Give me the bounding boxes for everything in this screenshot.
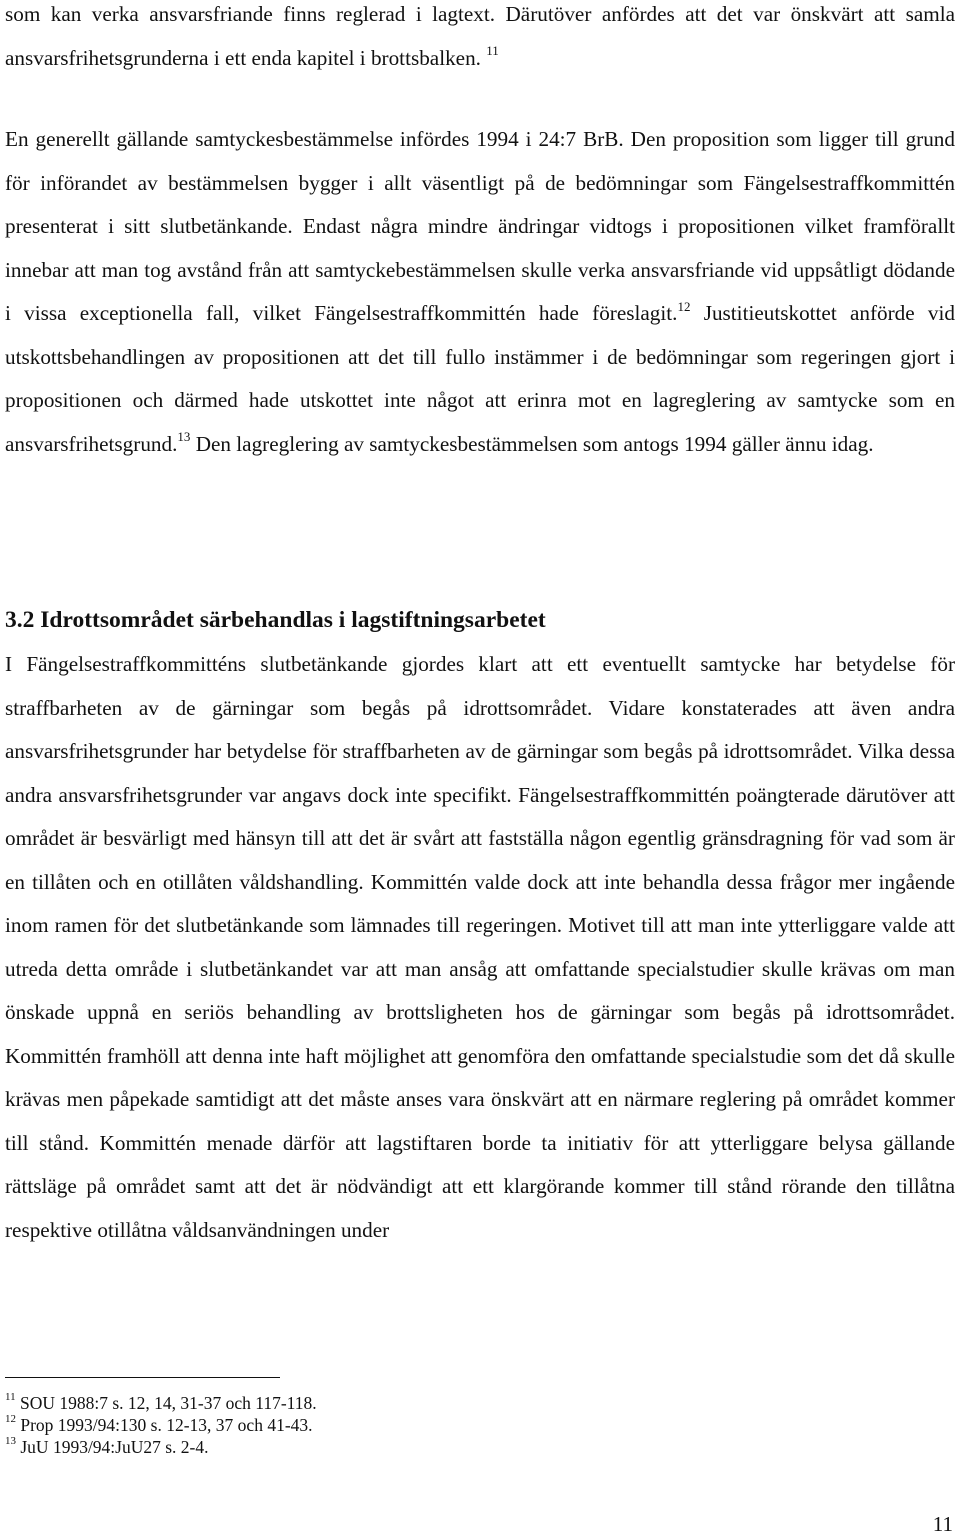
paragraph-text: som kan verka ansvarsfriande finns reglerad i lagtext. Därutöver anfördes att det var önskvärt att samla ansvarsfrihetsgrunderna i ett enda kapitel i brottsbalken.: [5, 2, 955, 70]
footnotes: [5, 1392, 705, 1458]
footnote-13: [5, 1436, 705, 1458]
footnote-11: [5, 1392, 705, 1414]
paragraph-text: Justitieutskottet anförde vid utskottsbehandlingen av propositionen att det till fullo instämmer i de bedömningar som regeringen gjort i propositionen och därmed hade utskottet inte något att erinra mot en lagreglering av samtycke som en ansvarsfrihetsgrund.: [5, 301, 955, 456]
footnote-text: Prop 1993/94:130 s. 12-13, 37 och 41-43.: [16, 1415, 313, 1435]
footnote-ref-13[interactable]: 13: [177, 429, 191, 445]
paragraph-text: Den lagreglering av samtyckesbestämmelsen som antogs 1994 gäller ännu idag.: [190, 431, 874, 456]
footnote-number: 13: [5, 1435, 16, 1448]
footnote-12: [5, 1414, 705, 1436]
footnote-number: 12: [5, 1413, 16, 1426]
footnote-text: SOU 1988:7 s. 12, 14, 31-37 och 117-118.: [15, 1393, 317, 1413]
footnote-ref-12[interactable]: 12: [677, 298, 691, 314]
footnote-number: 11: [5, 1391, 16, 1404]
paragraph-text: En generellt gällande samtyckesbestämmelse infördes 1994 i 24:7 BrB. Den proposition som ligger till grund för införandet av bestämmelsen bygger i allt väsentligt på de bedömningar som Fängelsestraffkommittén presenterat i sitt slutbetänkande. Endast några mindre ändringar vidtogs i propositionen vilket framförallt innebar att man tog avstånd från att samtyckebestämmelsen skulle verka ansvarsfriande vid uppsåtligt dödande i vissa exceptionella fall, vilket Fängelsestraffkommittén hade föreslagit.: [5, 127, 955, 325]
footnote-ref-11[interactable]: 11: [486, 43, 499, 59]
footnote-divider: [5, 1377, 280, 1378]
footnote-text: JuU 1993/94:JuU27 s. 2-4.: [16, 1437, 209, 1457]
paragraph-consent-provision: [5, 118, 955, 466]
paragraph-sports-area: [5, 643, 955, 1252]
page-number: 11: [932, 1512, 953, 1536]
paragraph-intro: [5, 0, 955, 80]
section-heading: 3.2 Idrottsområdet särbehandlas i lagstiftningsarbetet: [5, 607, 546, 633]
paragraph-text: I Fängelsestraffkommitténs slutbetänkande gjordes klart att ett eventuellt samtycke har betydelse för straffbarheten av de gärningar som begås på idrottsområdet. Vidare konstaterades att även andra ansvarsfrihetsgrunder har betydelse för straffbarheten av de gärningar som begås på idrottsområdet. Vilka dessa andra ansvarsfrihetsgrunder var angavs dock inte specifikt. Fängelsestraffkommittén poängterade därutöver att området är besvärligt med hänsyn till att det är svårt att fastställa någon egentlig gränsdragning för vad som är en tillåten och en otillåten våldshandling. Kommittén valde dock att inte behandla dessa frågor mer ingående inom ramen för det slutbetänkande som lämnades till regeringen. Motivet till att man inte ytterliggare valde att utreda detta område i slutbetänkandet var att man ansåg att omfattande specialstudier skulle krävas om man önskade uppnå en seriös behandling av brottsligheten hos de gärningar som begås på idrottsområdet. Kommittén framhöll att denna inte haft möjlighet att genomföra den omfattande specialstudie som det då skulle krävas men påpekade samtidigt att det måste anses vara önskvärt att en närmare reglering på området kommer till stånd. Kommittén menade därför att lagstiftaren borde ta initiativ för att ytterliggare belysa gällande rättsläge på området samt att det är nödvändigt att ett klargörande kommer till stånd rörande den tillåtna respektive otillåtna våldsanvändningen under: [5, 652, 955, 1242]
